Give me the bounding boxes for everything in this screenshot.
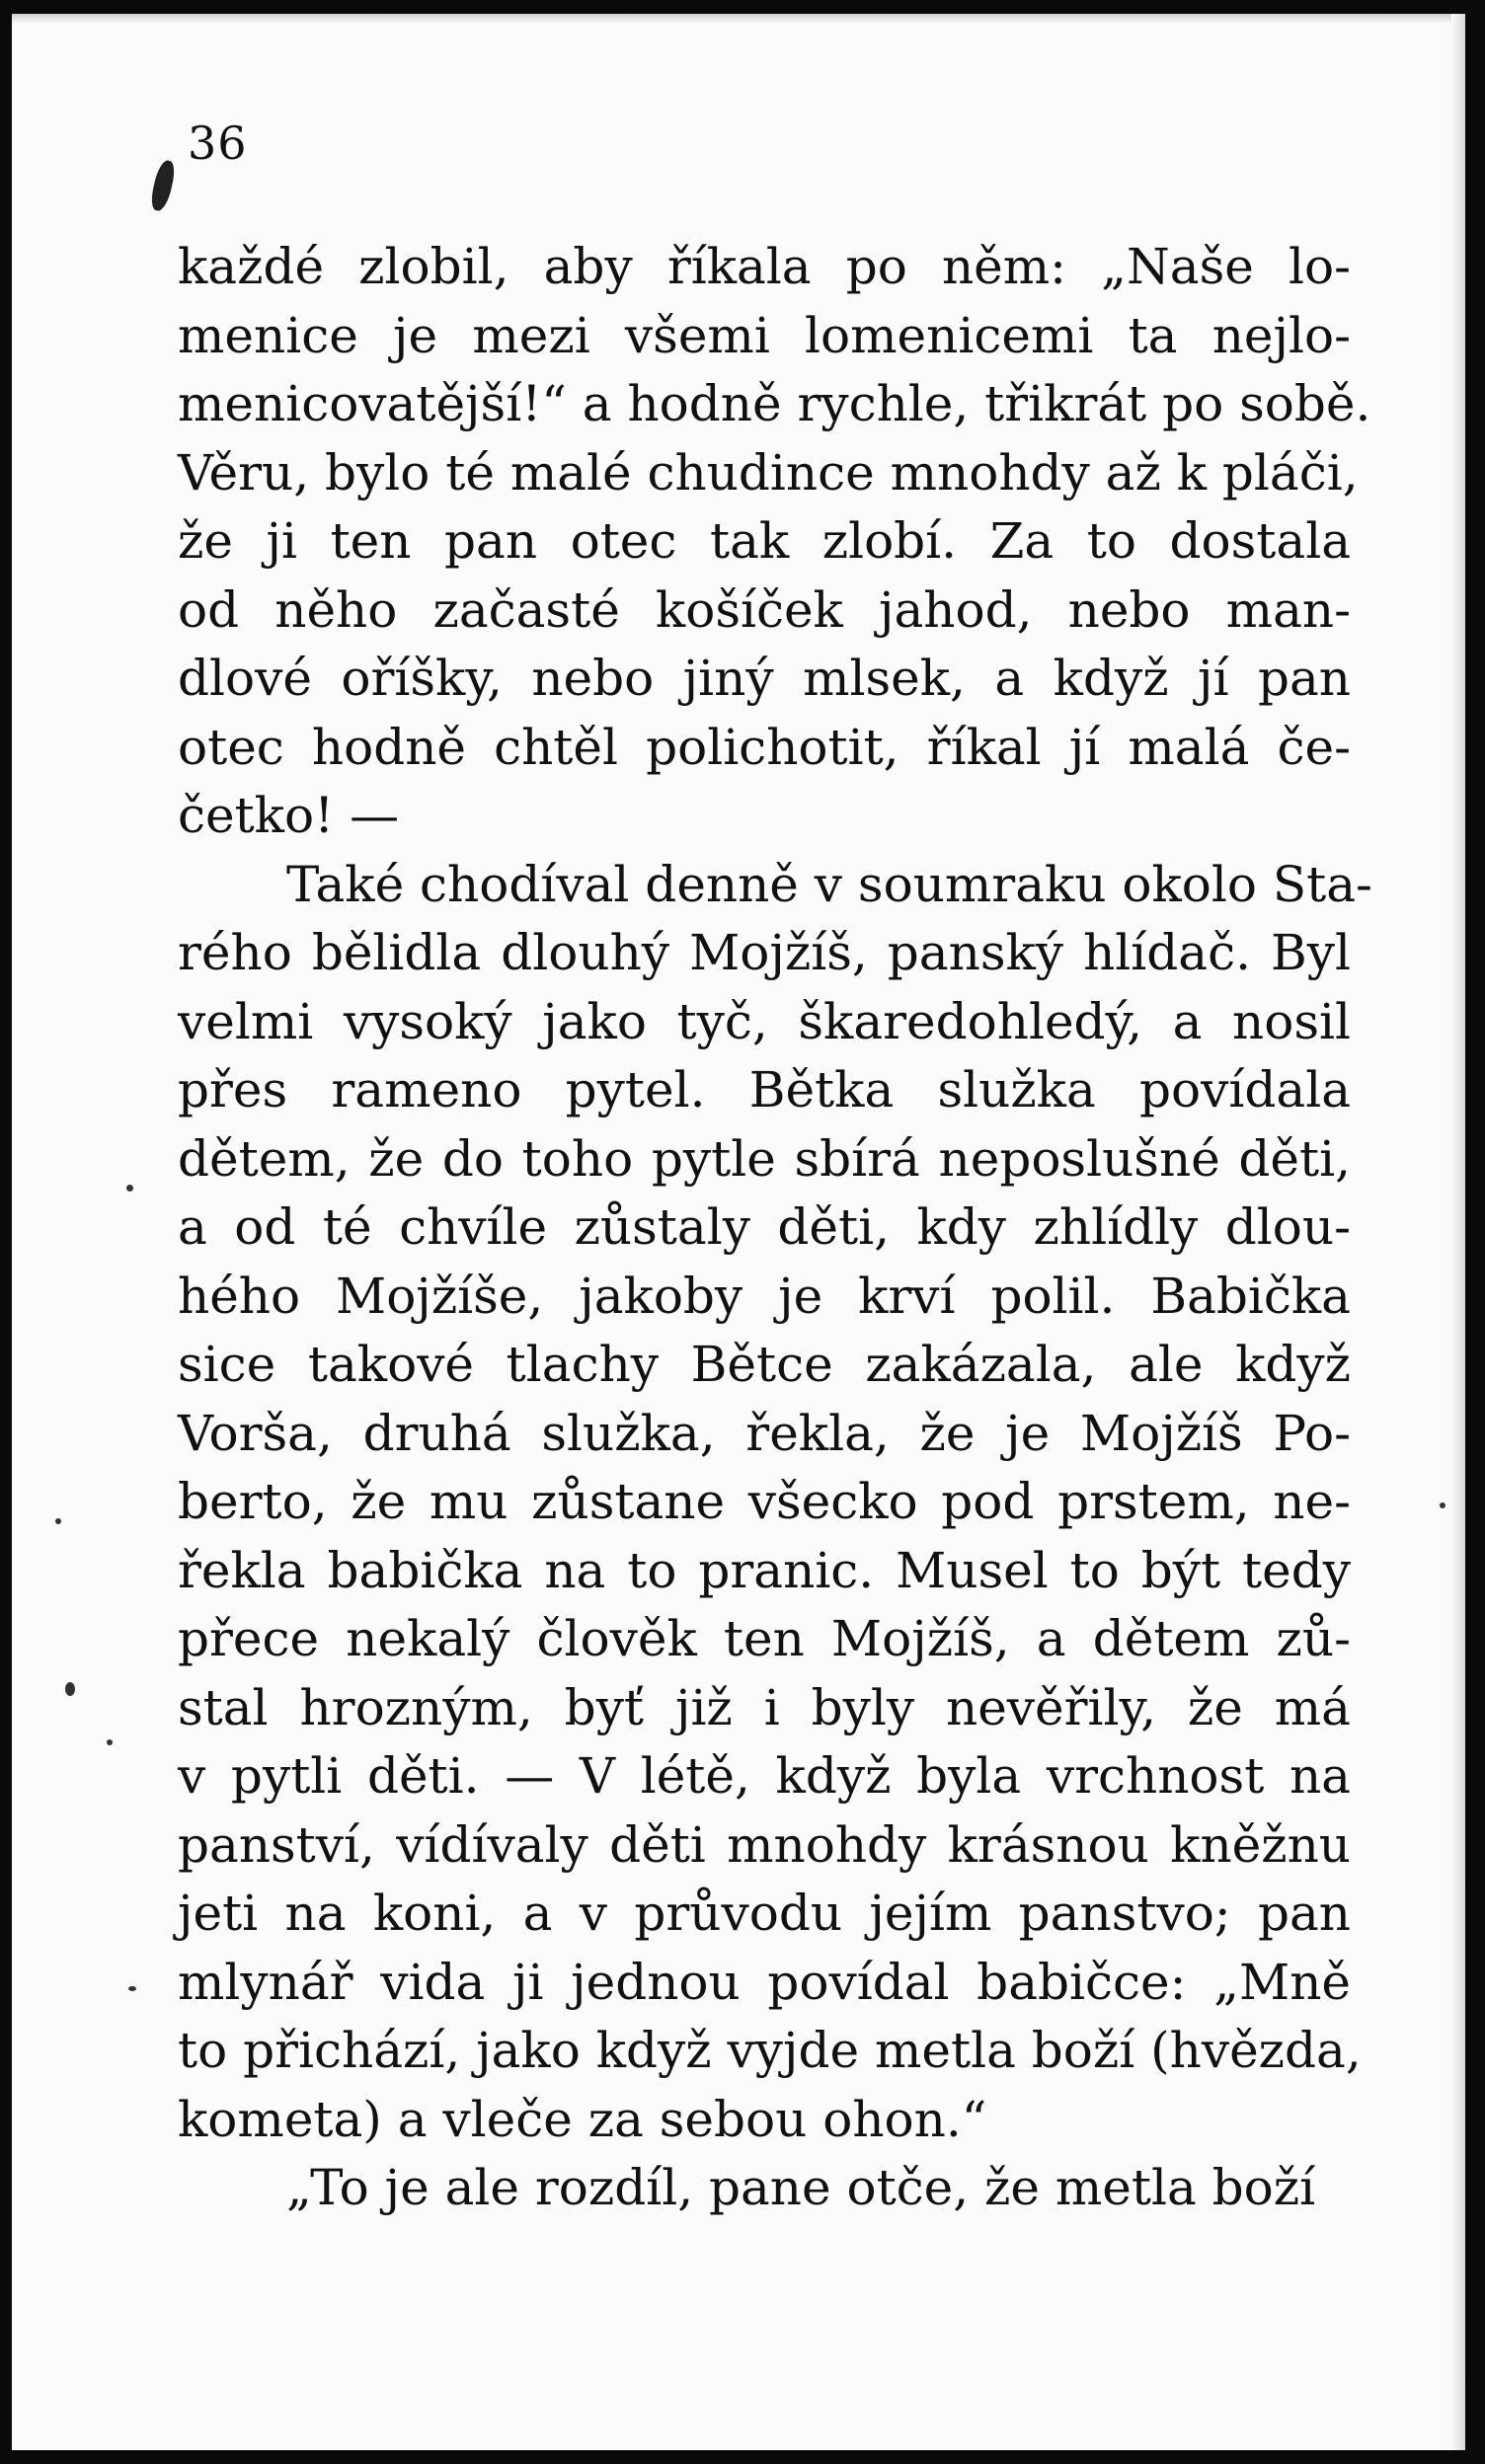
text-line: sice takové tlachy Bětce zakázala, ale když bbox=[178, 1336, 1351, 1393]
paragraph bbox=[178, 851, 1372, 2155]
text-line: četko! — bbox=[178, 787, 400, 844]
text-line: od něho začasté košíček jahod, nebo man- bbox=[178, 580, 1351, 639]
text-line: kometa) a vleče za sebou ohon.“ bbox=[178, 2090, 987, 2148]
text-line: to přichází, jako když vyjde metla boží (hvězda, bbox=[178, 2022, 1362, 2079]
paragraph bbox=[178, 2154, 1351, 2223]
page-top-edge-shadow bbox=[12, 14, 1465, 24]
text-line: každé zlobil, aby říkala po něm: „Naše lo- bbox=[178, 238, 1351, 295]
text-line: dětem, že do toho pytle sbírá neposlušné děti, bbox=[178, 1129, 1351, 1188]
text-line: rého bělidla dlouhý Mojžíš, panský hlídač. Byl bbox=[178, 924, 1351, 981]
text-line: řekla babička na to pranic. Musel to být tedy bbox=[178, 1541, 1351, 1599]
ink-blot-mark bbox=[149, 159, 177, 213]
book-page bbox=[12, 14, 1465, 2450]
text-line: otec hodně chtěl polichotit, říkal jí malá če- bbox=[178, 718, 1351, 776]
paper-speck bbox=[65, 1682, 75, 1696]
text-line: velmi vysoký jako tyč, škaredohledý, a nosil bbox=[178, 992, 1351, 1050]
text-line: Vorša, druhá služka, řekla, že je Mojžíš Po- bbox=[178, 1404, 1351, 1462]
text-line: stal hrozným, byť již i byly nevěřily, že má bbox=[178, 1678, 1351, 1736]
text-line: berto, že mu zůstane všecko pod prstem, ne- bbox=[178, 1473, 1351, 1530]
text-line: v pytli děti. — V létě, když byla vrchnost na bbox=[178, 1747, 1351, 1805]
text-line: menice je mezi všemi lomenicemi ta nejlo- bbox=[178, 306, 1351, 364]
text-line: a od té chvíle zůstaly děti, kdy zhlídly dlou- bbox=[178, 1198, 1351, 1256]
paper-speck bbox=[55, 1518, 61, 1524]
text-line: dlové oříšky, nebo jiný mlsek, a když jí pan bbox=[178, 650, 1351, 707]
page-number: 36 bbox=[188, 116, 248, 170]
text-line: menicovatější!“ a hodně rychle, třikrát po sobě. bbox=[178, 375, 1371, 432]
text-line: že ji ten pan otec tak zlobí. Za to dostala bbox=[178, 512, 1351, 570]
paragraph bbox=[178, 233, 1371, 851]
text-line: Věru, bylo té malé chudince mnohdy až k pláči, bbox=[178, 443, 1359, 501]
text-line: panství, vídívaly děti mnohdy krásnou kněžnu bbox=[178, 1815, 1351, 1874]
paper-speck bbox=[1440, 1502, 1446, 1508]
paper-speck bbox=[126, 1185, 133, 1192]
text-line: Také chodíval denně v soumraku okolo Sta- bbox=[286, 855, 1372, 913]
text-line: „To je ale rozdíl, pane otče, že metla boží bbox=[286, 2159, 1316, 2216]
body-text bbox=[178, 233, 1372, 2223]
text-line: přece nekalý člověk ten Mojžíš, a dětem zů- bbox=[178, 1610, 1351, 1667]
text-line: přes rameno pytel. Bětka služka povídala bbox=[178, 1061, 1351, 1118]
text-line: jeti na koni, a v průvodu jejím panstvo; pan bbox=[178, 1885, 1351, 1942]
text-line: mlynář vida ji jednou povídal babičce: „Mně bbox=[178, 1953, 1351, 2011]
text-line: hého Mojžíše, jakoby je krví polil. Babička bbox=[178, 1267, 1351, 1325]
page-right-edge-shadow bbox=[1451, 14, 1465, 2450]
paper-speck bbox=[107, 1739, 113, 1745]
paper-speck bbox=[128, 1986, 136, 1991]
